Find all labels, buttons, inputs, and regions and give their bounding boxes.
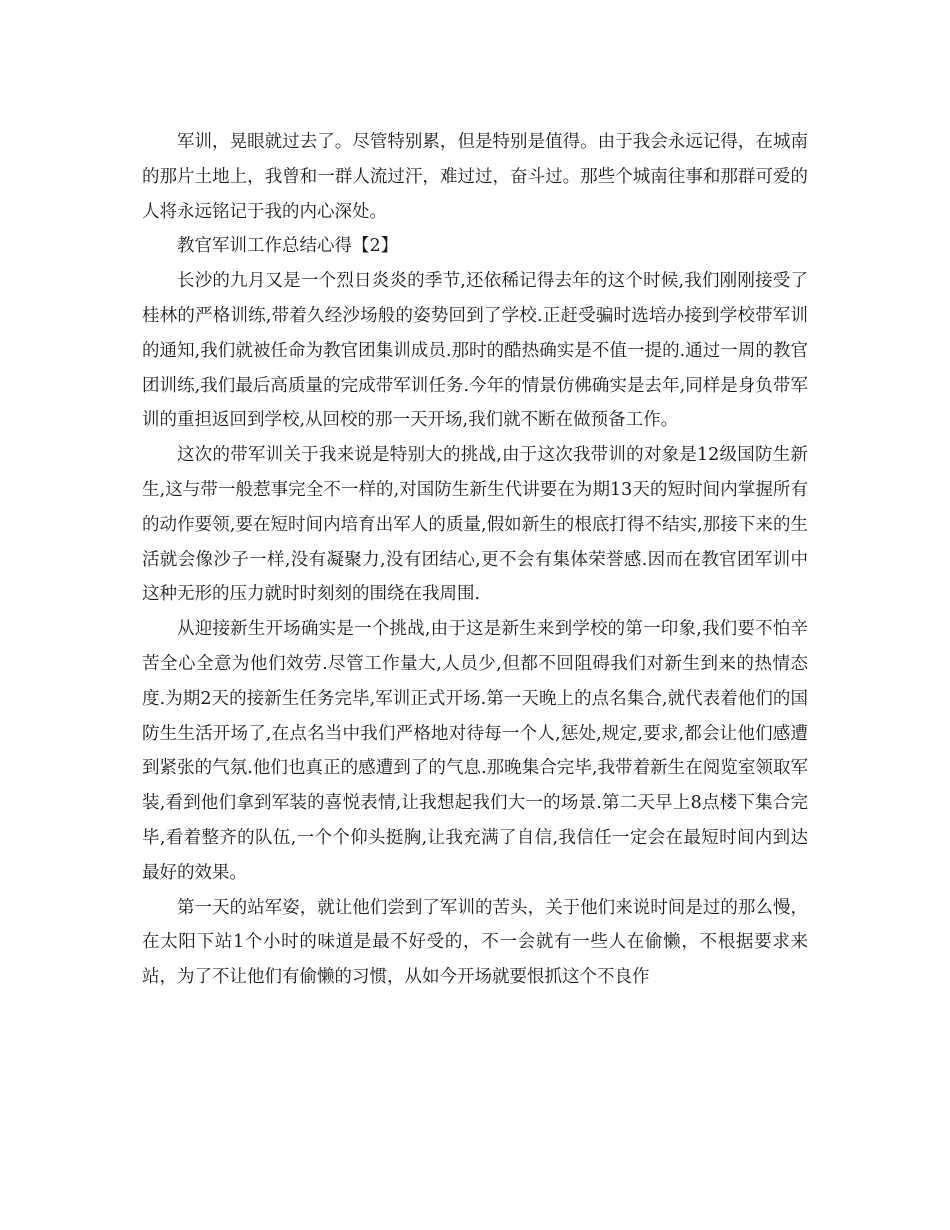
document-body — [142, 125, 808, 995]
paragraph-intro: 军训，晃眼就过去了。尽管特别累，但是特别是值得。由于我会永远记得，在城南的那片土地上，我曾和一群人流过汗，难过过，奋斗过。那些个城南往事和那群可爱的人将永远铭记于我的内心深处。 — [142, 132, 808, 222]
paragraph-changsha: 长沙的九月又是一个烈日炎炎的季节,还依稀记得去年的这个时候,我们刚刚接受了桂林的严格训练,带着久经沙场般的姿势回到了学校.正赶受骗时选培办接到学校带军训的通知,我们就被任命为教官团集训成员.那时的酷热确实是不值一提的.通过一周的教官团训练,我们最后高质量的完成带军训任务.今年的情景仿佛确实是去年,同样是身负带军训的重担返回到学校,从回校的那一天开场,我们就不断在做预备工作。 — [142, 271, 808, 431]
paragraph-first-day: 第一天的站军姿，就让他们尝到了军训的苦头，关于他们来说时间是过的那么慢，在太阳下站1个小时的味道是最不好受的，不一会就有一些人在偷懒，不根据要求来站，为了不让他们有偷懒的习惯，从如今开场就要恨抓这个不良作 — [142, 897, 808, 988]
paragraph-welcome: 从迎接新生开场确实是一个挑战,由于这是新生来到学校的第一印象,我们要不怕辛苦全心全意为他们效劳.尽管工作量大,人员少,但都不回阻碍我们对新生到来的热情态度.为期2天的接新生任务完毕,军训正式开场.第一天晚上的点名集合,就代表着他们的国防生生活开场了,在点名当中我们严格地对待每一个人,惩处,规定,要求,都会让他们感遭到紧张的气氛.他们也真正的感遭到了的气息.那晚集合完毕,我带着新生在阅览室领取军装,看到他们拿到军装的喜悦表情,让我想起我们大一的场景.第二天早上8点楼下集合完毕,看着整齐的队伍,一个个仰头挺胸,让我充满了自信,我信任一定会在最短时间内到达最好的效果。 — [142, 619, 808, 883]
section-heading: 教官军训工作总结心得【2】 — [177, 236, 399, 257]
paragraph-challenge: 这次的带军训关于我来说是特别大的挑战,由于这次我带训的对象是12级国防生新生,这与带一般惹事完全不一样的,对国防生新生代讲要在为期13天的短时间内掌握所有的动作要领,要在短时间内培育出军人的质量,假如新生的根底打得不结实,那接下来的生活就会像沙子一样,没有凝聚力,没有团结心,更不会有集体荣誉感.因而在教官团军训中这种无形的压力就时时刻刻的围绕在我周围. — [142, 445, 808, 605]
